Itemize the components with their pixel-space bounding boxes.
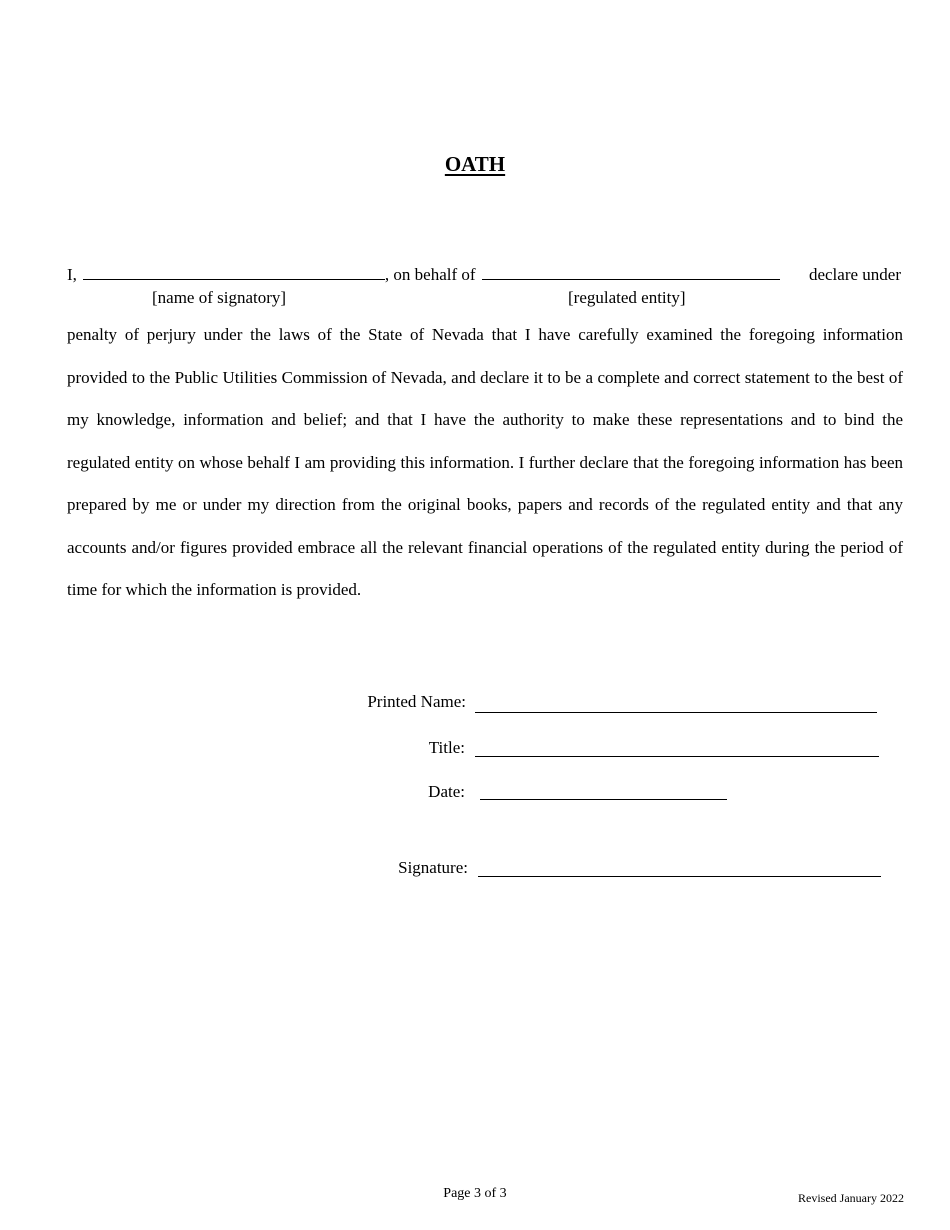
page-number: Page 3 of 3 [443,1186,507,1201]
regulated-entity-blank[interactable] [482,264,780,280]
signature-line[interactable] [478,876,881,877]
oath-body-paragraph: penalty of perjury under the laws of the State of Nevada that I have carefully examined the foregoing information provided to the Public Utilities Commission of Nevada, and declare it to be a complete and correct statement to the best of my knowledge, information and belief; and that I have the authority to make these representations and to bind the regulated entity on whose behalf I am providing this information. I further declare that the foregoing information has been prepared by me or under my direction from the original books, papers and records of the regulated entity and that any accounts and/or figures provided embrace all the relevant financial operations of the regulated entity during the period of time for which the information is provided. [67,325,903,599]
opening-suffix: declare under [808,265,901,284]
title-line[interactable] [475,756,879,757]
date-line[interactable] [480,799,727,800]
printed-name-label: Printed Name: [367,692,466,711]
signatory-name-blank[interactable] [83,264,385,280]
entity-caption: [regulated entity] [568,288,686,307]
document-title: OATH [444,152,506,176]
date-label: Date: [428,782,465,801]
signature-label: Signature: [398,858,468,877]
revision-date: Revised January 2022 [798,1191,904,1205]
signatory-caption: [name of signatory] [152,288,287,307]
oath-opening-line [67,264,903,286]
title-label: Title: [428,738,465,757]
opening-prefix: I, [67,265,77,284]
opening-middle: , on behalf of [384,265,476,284]
printed-name-line[interactable] [475,712,877,713]
